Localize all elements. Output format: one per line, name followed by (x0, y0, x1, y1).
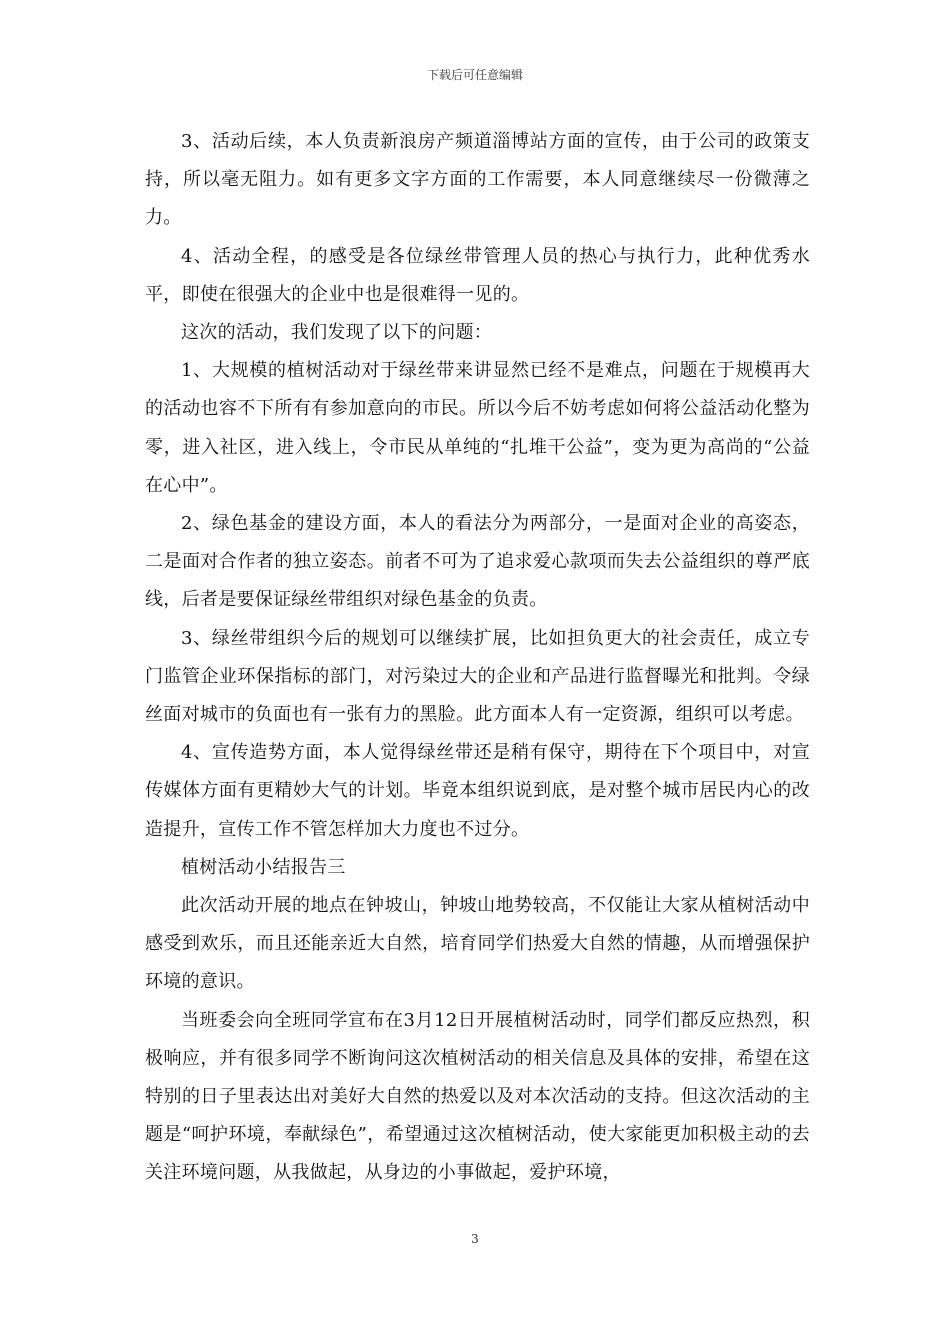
paragraph: 4、活动全程，的感受是各位绿丝带管理人员的热心与执行力，此种优秀水平，即使在很强大的企业中也是很难得一见的。 (145, 245, 810, 305)
paragraph: 3、绿丝带组织今后的规划可以继续扩展，比如担负更大的社会责任，成立专门监管企业环保指标的部门，对污染过大的企业和产品进行监督曝光和批判。令绿丝面对城市的负面也有一张有力的黑脸。此方面本人有一定资源，组织可以考虑。 (145, 627, 810, 726)
paragraph: 2、绿色基金的建设方面，本人的看法分为两部分，一是面对企业的高姿态，二是面对合作者的独立姿态。前者不可为了追求爱心款项而失去公益组织的尊严底线，后者是要保证绿丝带组织对绿色基金的负责。 (145, 513, 810, 611)
paragraph: 4、宣传造势方面，本人觉得绿丝带还是稍有保守，期待在下个项目中，对宣传媒体方面有更精妙大气的计划。毕竟本组织说到底，是对整个城市居民内心的改造提升，宣传工作不管怎样加大力度也不过分。 (145, 742, 810, 840)
paragraph: 1、大规模的植树活动对于绿丝带来讲显然已经不是难点，问题在于规模再大的活动也容不下所有有参加意向的市民。所以今后不妨考虑如何将公益活动化整为零，进入社区，进入线上，令市民从单纯的“扎堆干公益”，变为更为高尚的“公益在心中”。 (145, 360, 810, 496)
section-heading: 植树活动小结报告三 (181, 856, 346, 878)
page-header: 下载后可任意编辑 (426, 68, 523, 82)
paragraph: 当班委会向全班同学宣布在3月12日开展植树活动时，同学们都反应热烈，积极响应，并有很多同学不断询问这次植树活动的相关信息及具体的安排，希望在这特别的日子里表达出对美好大自然的热爱以及对本次活动的支持。但这次活动的主题是“呵护环境，奉献绿色”，希望通过这次植树活动，使大家能更加积极主动的去关注环境问题，从我做起，从身边的小事做起，爱护环境， (145, 1009, 810, 1184)
paragraph: 此次活动开展的地点在钟坡山，钟坡山地势较高，不仅能让大家从植树活动中感受到欢乐，而且还能亲近大自然，培育同学们热爱大自然的情趣，从而增强保护环境的意识。 (145, 895, 810, 993)
paragraph: 这次的活动，我们发现了以下的问题： (181, 322, 493, 344)
page-number: 3 (471, 1232, 479, 1246)
document-body (145, 123, 810, 1193)
paragraph: 3、活动后续，本人负责新浪房产频道淄博站方面的宣传，由于公司的政策支持，所以毫无阻力。如有更多文字方面的工作需要，本人同意继续尽一份微薄之力。 (145, 131, 810, 229)
